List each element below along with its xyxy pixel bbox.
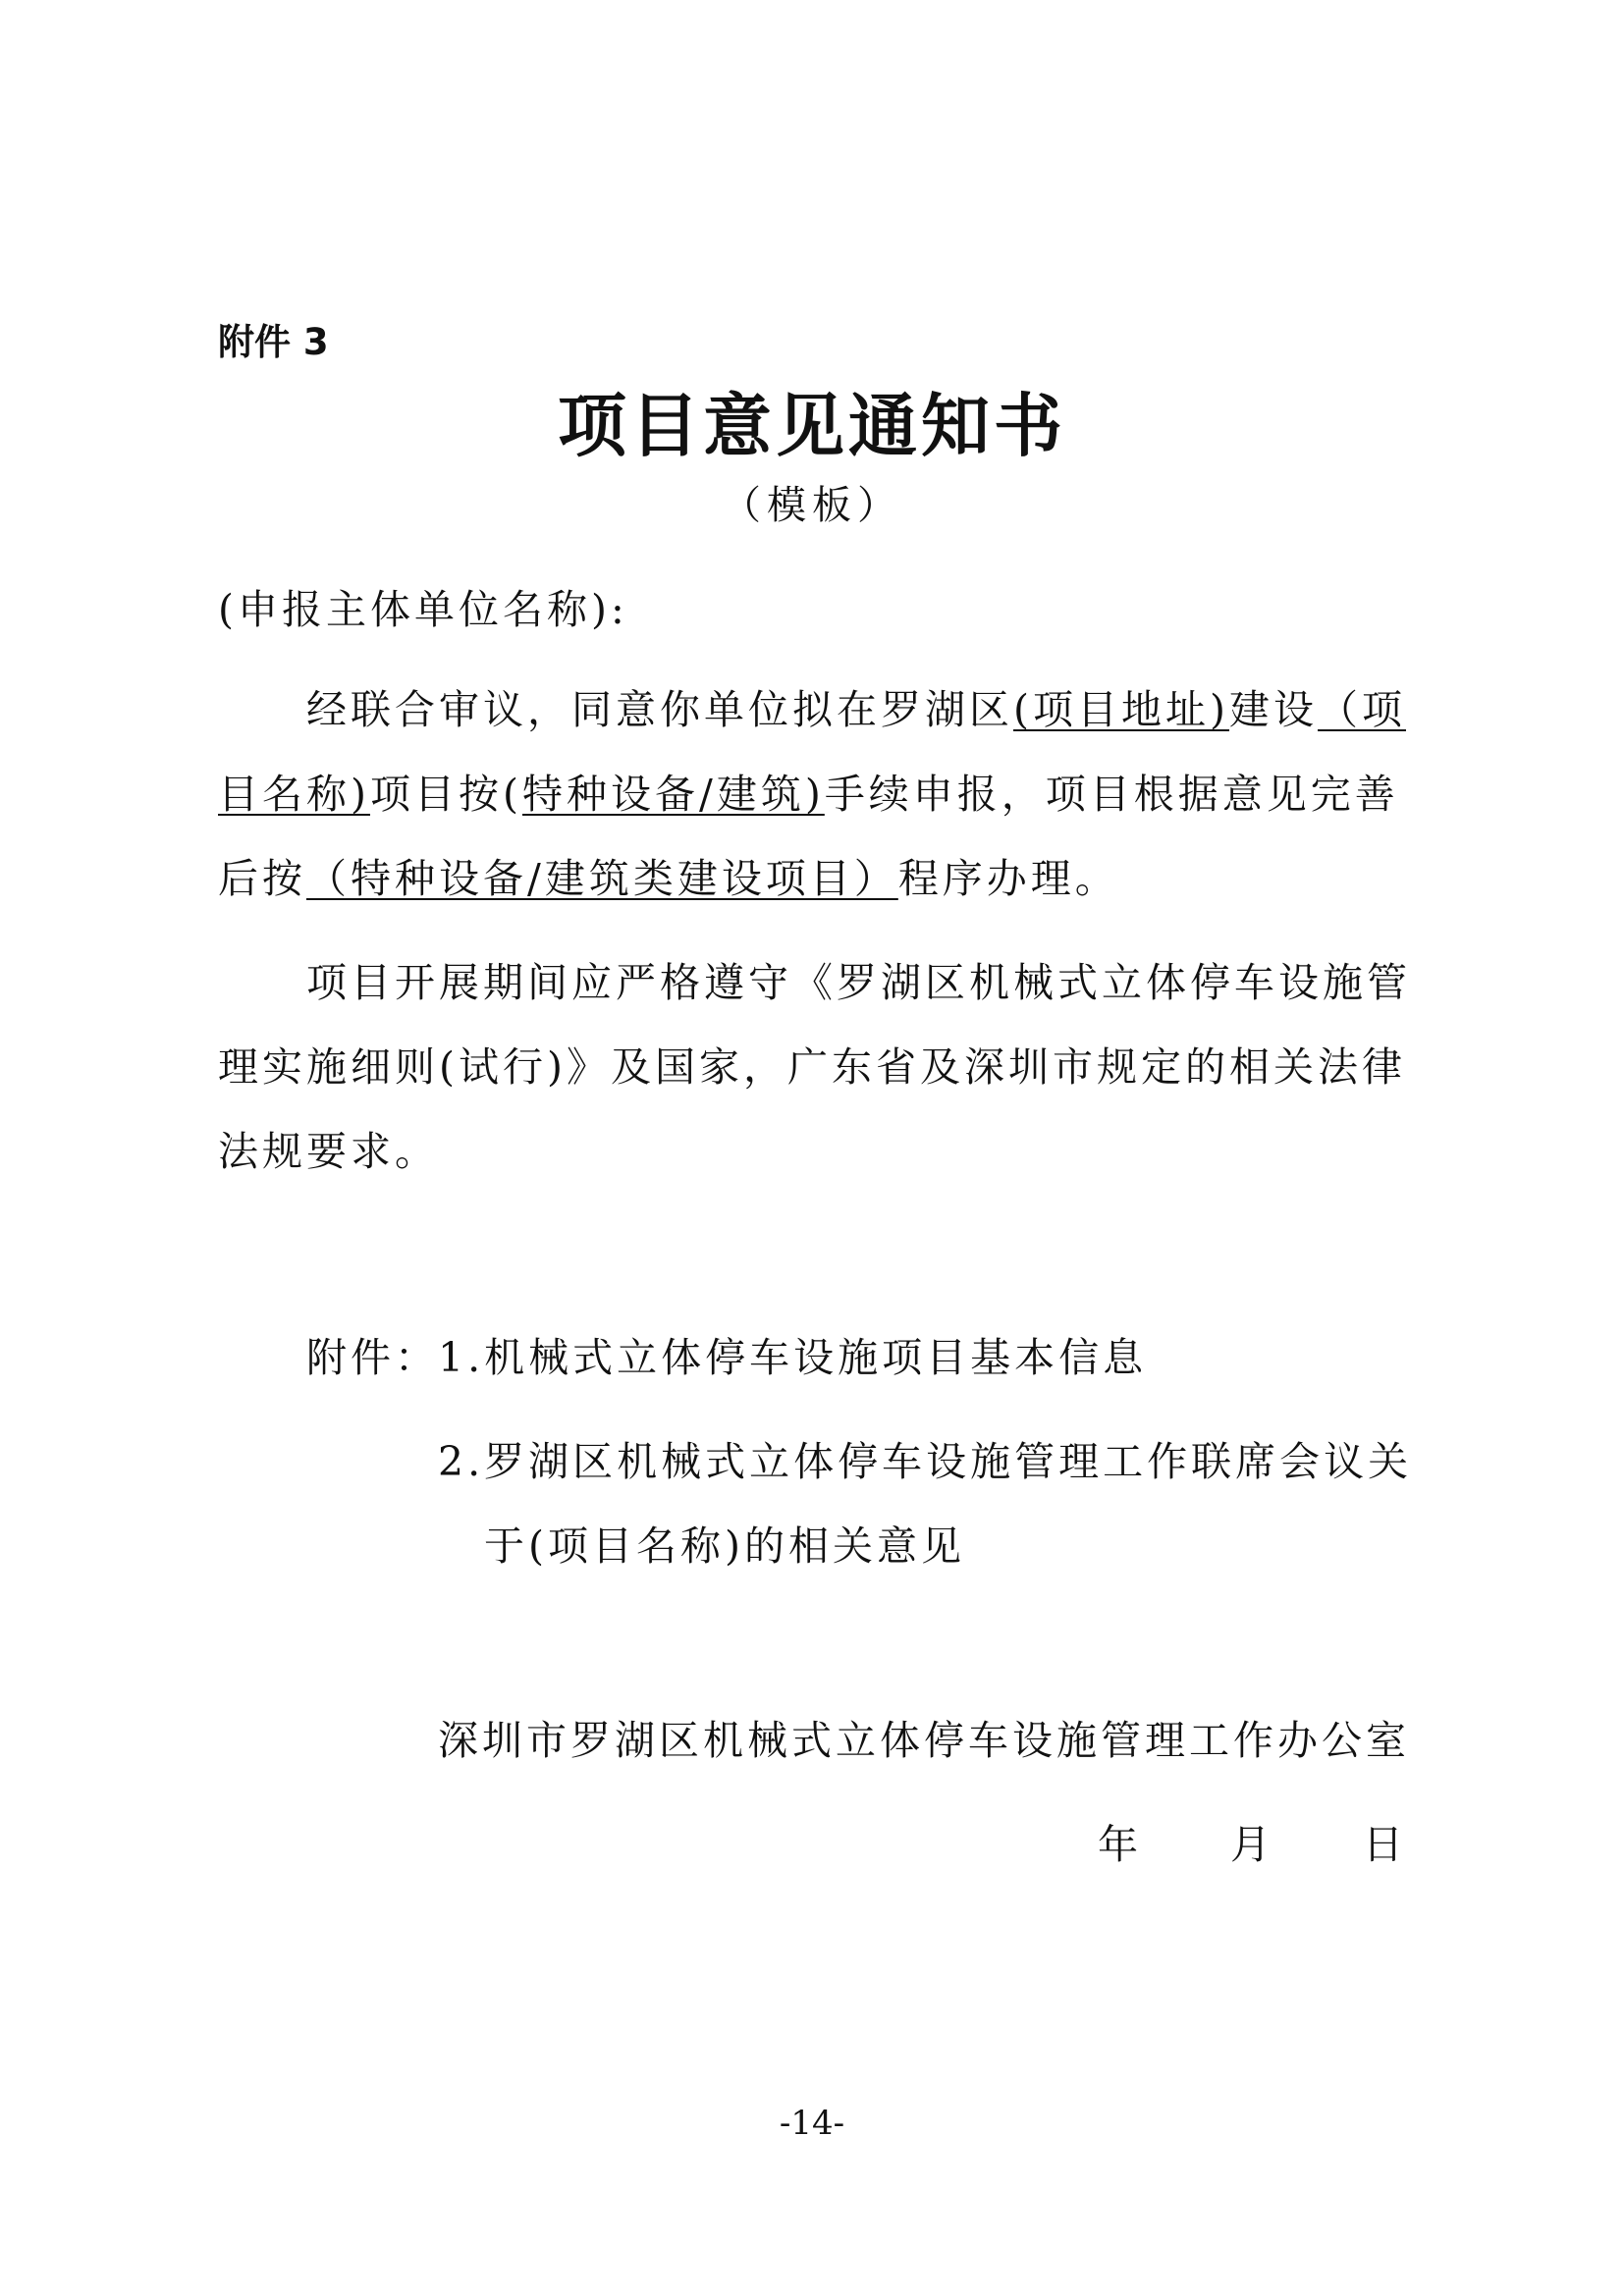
project-category-placeholder: （特种设备/建筑类建设项目）	[306, 855, 898, 902]
date-line: 年 月 日	[1098, 1821, 1407, 1868]
para1-text: 程序办理。	[897, 855, 1119, 902]
attachment-item-1: 1.机械式立体停车设施项目基本信息	[438, 1334, 1148, 1381]
para2-line3: 法规要求。	[218, 1128, 439, 1175]
addressee: (申报主体单位名称):	[218, 586, 628, 633]
para1-text: 后按	[218, 855, 306, 902]
issuing-office: 深圳市罗湖区机械式立体停车设施管理工作办公室	[438, 1717, 1410, 1764]
para1-line2	[218, 762, 1399, 820]
document-title: 项目意见通知书	[558, 385, 1066, 466]
para1-text: 建设	[1229, 686, 1318, 733]
para1-text: 手续申报，项目根据意见完善	[824, 771, 1399, 818]
page-number: -14-	[779, 2104, 845, 2143]
para1-line3	[218, 846, 1119, 904]
para1-line1	[306, 677, 1406, 735]
attachment-label: 附件 3	[218, 321, 329, 363]
procedure-type-placeholder: 特种设备/建筑)	[522, 771, 825, 818]
attachment-item-2: 2.罗湖区机械式立体停车设施管理工作联席会议关	[438, 1438, 1413, 1485]
project-name-placeholder: 目名称)	[218, 771, 370, 818]
para1-text: 项目按(	[370, 771, 522, 818]
document-subtitle: （模板）	[722, 483, 902, 528]
para1-text: 经联合审议，同意你单位拟在罗湖区	[306, 686, 1013, 733]
attachment-item-2-continued: 于(项目名称)的相关意见	[484, 1522, 965, 1570]
project-name-placeholder: （项	[1318, 686, 1406, 733]
attachments-label: 附件：	[306, 1334, 439, 1381]
project-address-placeholder: (项目地址)	[1013, 686, 1229, 733]
para2-line2: 理实施细则(试行)》及国家，广东省及深圳市规定的相关法律	[218, 1043, 1406, 1091]
para2-line1: 项目开展期间应严格遵守《罗湖区机械式立体停车设施管	[306, 959, 1411, 1006]
